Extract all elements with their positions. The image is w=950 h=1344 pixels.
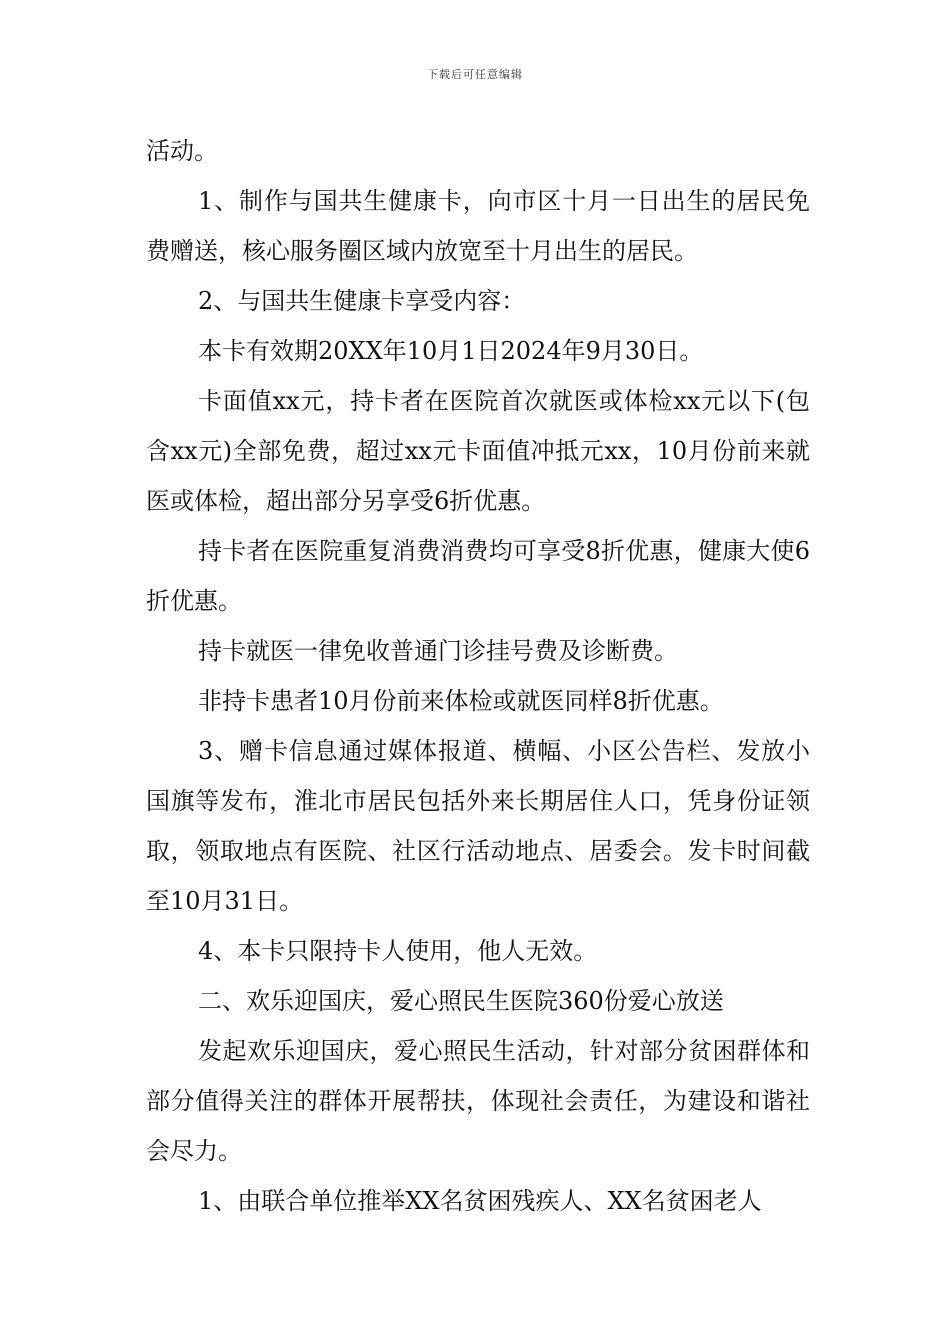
paragraph-card-distribution: 3、赠卡信息通过媒体报道、横幅、小区公告栏、发放小国旗等发布，淮北市居民包括外来长期居住人口，凭身份证领取，领取地点有医院、社区行活动地点、居委会。发卡时间截至10月31日。 [146,737,810,915]
document-body [146,126,810,1226]
paragraph-card-benefits-heading: 2、与国共生健康卡享受内容： [198,287,526,315]
paragraph-fee-waiver: 持卡就医一律免收普通门诊挂号费及诊断费。 [198,637,678,665]
paragraph-card-restriction: 4、本卡只限持卡人使用，他人无效。 [198,937,598,965]
paragraph-non-holder-discount: 非持卡患者10月份前来体检或就医同样8折优惠。 [198,687,724,715]
paragraph-charity-activity: 发起欢乐迎国庆，爱心照民生活动，针对部分贫困群体和部分值得关注的群体开展帮扶，体现社会责任，为建设和谐社会尽力。 [146,1037,810,1165]
page-header-note: 下载后可任意编辑 [427,68,523,81]
paragraph-activity-end: 活动。 [146,137,218,165]
paragraph-repeat-discount: 持卡者在医院重复消费消费均可享受8折优惠，健康大使6折优惠。 [146,537,810,615]
paragraph-card-value: 卡面值xx元，持卡者在医院首次就医或体检xx元以下(包含xx元)全部免费，超过xx元卡面值冲抵元xx，10月份前来就医或体检，超出部分另享受6折优惠。 [146,387,810,515]
paragraph-card-making: 1、制作与国共生健康卡，向市区十月一日出生的居民免费赠送，核心服务圈区域内放宽至十月出生的居民。 [146,187,810,265]
paragraph-recommendation: 1、由联合单位推举XX名贫困残疾人、XX名贫困老人 [198,1187,762,1215]
section-heading-two: 二、欢乐迎国庆，爱心照民生医院360份爱心放送 [198,987,724,1015]
paragraph-card-validity: 本卡有效期20XX年10月1日2024年9月30日。 [198,337,704,365]
